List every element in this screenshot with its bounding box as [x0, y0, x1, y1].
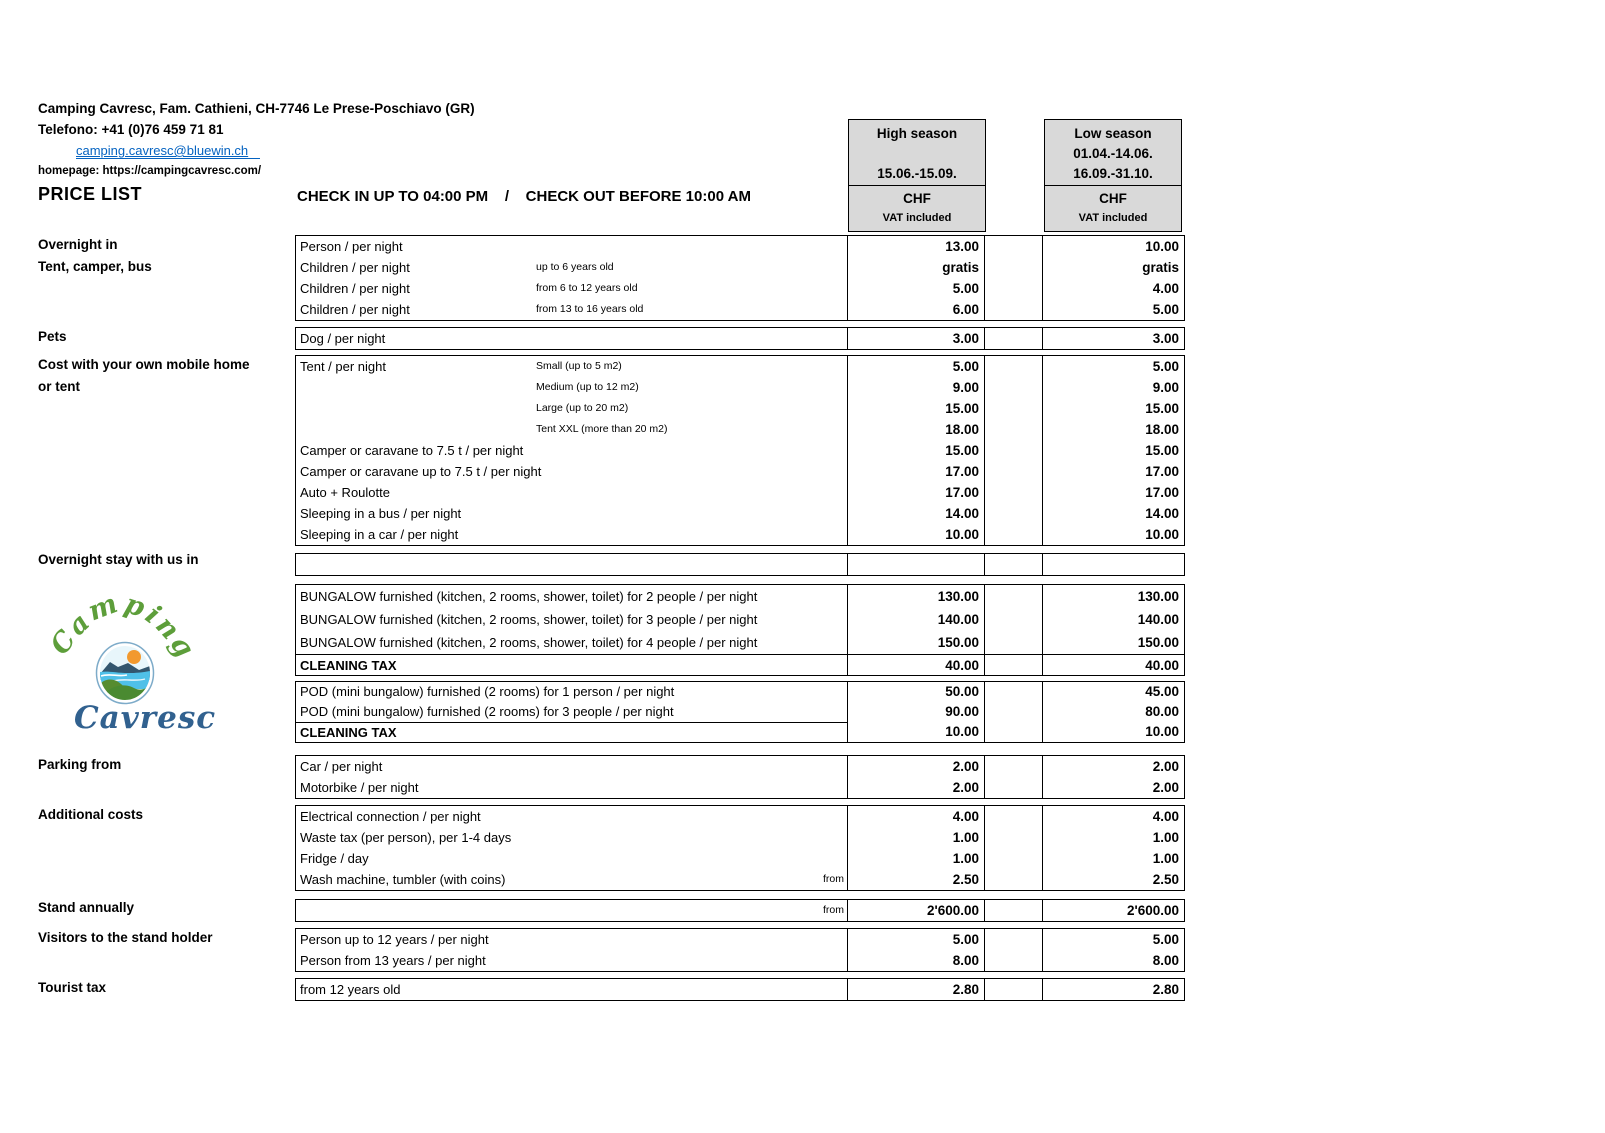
table-row [296, 440, 1184, 461]
price-low-cell: 14.00 [1145, 506, 1179, 521]
category-additional-costs: Additional costs [38, 807, 144, 822]
row-label: BUNGALOW furnished (kitchen, 2 rooms, shower, toilet) for 3 people / per night [300, 612, 758, 627]
table-row [296, 524, 1184, 545]
spacer-cell [985, 585, 1043, 608]
price-table-block-visitors [295, 928, 1185, 972]
camping-cavresc-logo [44, 588, 244, 748]
spacer-cell [985, 756, 1043, 777]
season-low-title: Low season [1074, 126, 1152, 141]
season-high-dates [849, 120, 985, 186]
category-own-mobile-home: Cost with your own mobile home or tent [38, 357, 250, 394]
currency-label-high: CHF [903, 191, 931, 206]
table-row [296, 299, 1184, 320]
price-table-block-empty [295, 553, 1185, 576]
price-low-cell: 18.00 [1145, 422, 1179, 437]
price-low-cell: 17.00 [1145, 464, 1179, 479]
price-low-cell: 15.00 [1145, 443, 1179, 458]
price-low-cell: 5.00 [1152, 932, 1179, 947]
season-low-line2: 01.04.-14.06. [1073, 146, 1153, 161]
table-row [296, 419, 1184, 440]
table-row [296, 554, 1184, 575]
spacer-cell [985, 503, 1043, 524]
price-low-cell: 140.00 [1137, 612, 1179, 627]
price-high-cell: 6.00 [848, 299, 985, 320]
row-label: Dog / per night [300, 331, 386, 346]
price-high-cell: gratis [848, 257, 985, 278]
spacer-cell [985, 608, 1043, 631]
checkin-checkout-note: CHECK IN UP TO 04:00 PM / CHECK OUT BEFORE 10:00 AM [297, 188, 751, 205]
row-label: Tent / per night [300, 359, 386, 374]
price-low-cell: 150.00 [1137, 635, 1179, 650]
category-visitors: Visitors to the stand holder [38, 930, 213, 945]
season-low-line3: 16.09.-31.10. [1073, 166, 1153, 181]
price-high-cell: 13.00 [848, 236, 985, 257]
spacer-cell [985, 554, 1043, 575]
table-row [296, 827, 1184, 848]
spacer-cell [985, 524, 1043, 545]
price-high-cell: 2.50 [848, 869, 985, 890]
price-table-block-pets [295, 327, 1185, 350]
price-high-cell: 40.00 [848, 655, 985, 675]
table-row [296, 377, 1184, 398]
spacer-cell [985, 777, 1043, 798]
spacer-cell [985, 722, 1043, 742]
spacer-cell [985, 482, 1043, 503]
table-row [296, 328, 1184, 349]
spacer-cell [985, 929, 1043, 950]
spacer-cell [985, 869, 1043, 890]
price-high-cell: 10.00 [848, 722, 985, 742]
table-row [296, 585, 1184, 608]
spacer-cell [985, 236, 1043, 257]
price-high-cell: 130.00 [848, 585, 985, 608]
homepage-line: homepage: https://campingcavresc.com/ [38, 165, 262, 177]
cleaning-tax-row [296, 654, 1184, 675]
spacer-cell [985, 950, 1043, 971]
spacer-cell [985, 278, 1043, 299]
category-pets: Pets [38, 329, 67, 344]
price-low-cell: 1.00 [1152, 851, 1179, 866]
price-high-cell: 5.00 [848, 278, 985, 299]
price-table-block-additional [295, 805, 1185, 891]
row-label: Car / per night [300, 759, 383, 774]
price-low-cell: 4.00 [1152, 281, 1179, 296]
row-label: Waste tax (per person), per 1-4 days [300, 830, 512, 845]
table-row [296, 777, 1184, 798]
price-table-block-parking [295, 755, 1185, 799]
price-low-cell: 40.00 [1145, 658, 1179, 673]
price-high-cell: 15.00 [848, 440, 985, 461]
price-high-cell: 5.00 [848, 929, 985, 950]
logo-word-top: Camping [44, 588, 202, 666]
row-label: POD (mini bungalow) furnished (2 rooms) for 3 people / per night [300, 704, 674, 719]
spacer-cell [985, 398, 1043, 419]
price-high-cell: 50.00 [848, 682, 985, 702]
category-stand-annually: Stand annually [38, 900, 135, 915]
phone-line: Telefono: +41 (0)76 459 71 81 [38, 122, 224, 137]
row-label: Auto + Roulotte [300, 485, 390, 500]
spacer-cell [985, 356, 1043, 377]
spacer-cell [985, 419, 1043, 440]
category-tourist-tax: Tourist tax [38, 980, 107, 995]
vat-note-high: VAT included [882, 212, 952, 224]
row-sublabel: up to 6 years old [536, 261, 614, 273]
row-label: Sleeping in a car / per night [300, 527, 459, 542]
table-row [296, 869, 1184, 890]
row-label: CLEANING TAX [300, 725, 397, 740]
spacer-cell [985, 328, 1043, 349]
spacer-cell [985, 655, 1043, 675]
from-note: from [823, 904, 844, 916]
price-low-cell: 2'600.00 [1126, 903, 1179, 918]
row-label: BUNGALOW furnished (kitchen, 2 rooms, shower, toilet) for 4 people / per night [300, 635, 758, 650]
price-high-cell: 1.00 [848, 848, 985, 869]
spacer-cell [985, 440, 1043, 461]
price-high-cell: 90.00 [848, 702, 985, 722]
price-low-cell: 5.00 [1152, 302, 1179, 317]
row-label: Children / per night [300, 302, 410, 317]
spacer-cell [985, 979, 1043, 1000]
row-sublabel: Small (up to 5 m2) [536, 360, 622, 372]
email-link[interactable]: camping.cavresc@bluewin.ch [76, 143, 260, 159]
row-label: Sleeping in a bus / per night [300, 506, 462, 521]
price-high-cell: 8.00 [848, 950, 985, 971]
table-row [296, 482, 1184, 503]
price-high-cell: 3.00 [848, 328, 985, 349]
table-row [296, 929, 1184, 950]
price-low-cell: 10.00 [1145, 239, 1179, 254]
season-low-dates [1045, 120, 1181, 186]
spacer-cell [985, 900, 1043, 921]
table-row [296, 979, 1184, 1000]
price-low-cell: 8.00 [1152, 953, 1179, 968]
price-high-cell: 9.00 [848, 377, 985, 398]
price-high-cell: 10.00 [848, 524, 985, 545]
price-low-cell: 5.00 [1152, 359, 1179, 374]
season-header-high [848, 119, 986, 232]
row-label: from 12 years old [300, 982, 401, 997]
price-table-block-pod [295, 681, 1185, 743]
row-label: Person up to 12 years / per night [300, 932, 489, 947]
price-high-cell: 2.00 [848, 756, 985, 777]
price-low-cell: 4.00 [1152, 809, 1179, 824]
season-high-line3: 15.06.-15.09. [877, 166, 957, 181]
row-sublabel: Medium (up to 12 m2) [536, 381, 639, 393]
price-high-cell: 2.00 [848, 777, 985, 798]
row-label: CLEANING TAX [300, 658, 397, 673]
price-low-cell: 45.00 [1145, 684, 1179, 699]
table-row [296, 608, 1184, 631]
row-label: Wash machine, tumbler (with coins) [300, 872, 506, 887]
row-label: Children / per night [300, 281, 410, 296]
row-label: Children / per night [300, 260, 410, 275]
table-row [296, 682, 1184, 702]
price-high-cell: 5.00 [848, 356, 985, 377]
vat-note-low: VAT included [1078, 212, 1148, 224]
price-low-cell: 130.00 [1137, 589, 1179, 604]
price-high-cell: 14.00 [848, 503, 985, 524]
category-overnight-in: Overnight in Tent, camper, bus [38, 237, 152, 274]
spacer-cell [985, 631, 1043, 654]
cleaning-tax-row [296, 722, 1184, 742]
row-label: POD (mini bungalow) furnished (2 rooms) for 1 person / per night [300, 684, 675, 699]
row-label: Motorbike / per night [300, 780, 419, 795]
table-row [296, 631, 1184, 654]
price-high-cell: 15.00 [848, 398, 985, 419]
price-high-cell: 1.00 [848, 827, 985, 848]
row-label: Fridge / day [300, 851, 369, 866]
price-low-cell: gratis [1142, 260, 1179, 275]
season-high-line2 [849, 144, 985, 164]
spacer-cell [985, 461, 1043, 482]
season-high-title: High season [876, 126, 958, 141]
currency-label-low: CHF [1099, 191, 1127, 206]
table-row [296, 257, 1184, 278]
spacer-cell [985, 827, 1043, 848]
logo-word-bottom: Cavresc [74, 700, 217, 736]
row-sublabel: Tent XXL (more than 20 m2) [536, 423, 668, 435]
row-sublabel: Large (up to 20 m2) [536, 402, 629, 414]
price-high-cell: 17.00 [848, 461, 985, 482]
price-low-cell [1043, 554, 1184, 575]
price-low-cell: 3.00 [1152, 331, 1179, 346]
spacer-cell [985, 702, 1043, 722]
row-label: Electrical connection / per night [300, 809, 481, 824]
price-table-block-stand [295, 899, 1185, 922]
row-label: Camper or caravane to 7.5 t / per night [300, 443, 524, 458]
address-line: Camping Cavresc, Fam. Cathieni, CH-7746 Le Prese-Poschiavo (GR) [38, 101, 475, 116]
table-row [296, 756, 1184, 777]
table-row [296, 503, 1184, 524]
price-low-cell: 17.00 [1145, 485, 1179, 500]
table-row [296, 900, 1184, 921]
price-low-cell: 2.80 [1152, 982, 1179, 997]
price-low-cell: 2.00 [1152, 759, 1179, 774]
table-row [296, 461, 1184, 482]
category-parking-from: Parking from [38, 757, 122, 772]
table-row [296, 356, 1184, 377]
table-row [296, 236, 1184, 257]
price-high-cell: 18.00 [848, 419, 985, 440]
row-label: BUNGALOW furnished (kitchen, 2 rooms, shower, toilet) for 2 people / per night [300, 589, 758, 604]
row-label: Camper or caravane up to 7.5 t / per night [300, 464, 542, 479]
table-row [296, 848, 1184, 869]
price-table-block-tourist-tax [295, 978, 1185, 1001]
price-high-cell [848, 554, 985, 575]
row-sublabel: from 6 to 12 years old [536, 282, 638, 294]
price-high-cell: 2'600.00 [848, 900, 985, 921]
page-title: PRICE LIST [38, 184, 143, 204]
row-label: Person from 13 years / per night [300, 953, 486, 968]
price-table-block-mobile-home [295, 355, 1185, 546]
price-high-cell: 2.80 [848, 979, 985, 1000]
table-row [296, 398, 1184, 419]
spacer-cell [985, 806, 1043, 827]
season-header-low [1044, 119, 1182, 232]
price-high-cell: 17.00 [848, 482, 985, 503]
price-table-block-overnight [295, 235, 1185, 321]
price-table-block-bungalow [295, 584, 1185, 676]
spacer-cell [985, 848, 1043, 869]
price-low-cell: 9.00 [1152, 380, 1179, 395]
sun-icon [127, 650, 141, 664]
price-low-cell: 10.00 [1145, 527, 1179, 542]
price-low-cell: 2.50 [1152, 872, 1179, 887]
spacer-cell [985, 682, 1043, 702]
price-high-cell: 140.00 [848, 608, 985, 631]
table-row [296, 278, 1184, 299]
price-low-cell: 80.00 [1145, 704, 1179, 719]
category-overnight-stay: Overnight stay with us in [38, 552, 199, 567]
spacer-cell [985, 299, 1043, 320]
price-low-cell: 1.00 [1152, 830, 1179, 845]
table-row [296, 702, 1184, 722]
spacer-cell [985, 257, 1043, 278]
price-low-cell: 15.00 [1145, 401, 1179, 416]
price-high-cell: 4.00 [848, 806, 985, 827]
spacer-cell [985, 377, 1043, 398]
row-sublabel: from 13 to 16 years old [536, 303, 644, 315]
price-high-cell: 150.00 [848, 631, 985, 654]
table-row [296, 806, 1184, 827]
price-low-cell: 10.00 [1145, 724, 1179, 739]
price-low-cell: 2.00 [1152, 780, 1179, 795]
table-row [296, 950, 1184, 971]
from-note: from [823, 873, 844, 885]
row-label: Person / per night [300, 239, 403, 254]
